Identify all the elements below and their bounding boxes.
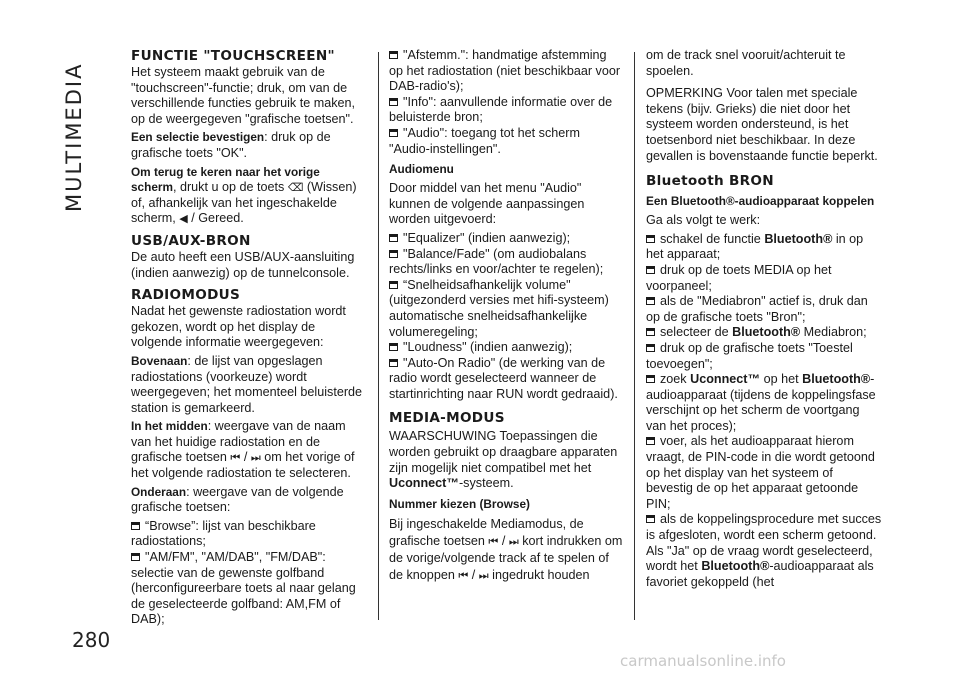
next-track-icon: ⏭ [478, 568, 489, 582]
checkbox-bullet-icon [389, 343, 398, 351]
list-item: als de "Mediabron" actief is, druk dan op de grafische toets "Bron"; [646, 294, 868, 324]
watermark: carmanualsonline.info [620, 652, 786, 670]
paragraph [131, 485, 367, 516]
text: om het vorige of het volgende radiostation te selecteren. [131, 450, 355, 481]
inline-heading: Bovenaan [131, 353, 188, 368]
list-item: selecteer de Bluetooth® Mediabron; [646, 325, 882, 341]
list-item: druk op de grafische toets "Toestel toevoegen"; [646, 340, 853, 371]
paragraph: om de track snel vooruit/achteruit te spoelen. [646, 48, 846, 78]
column-divider [378, 52, 379, 620]
heading-bluetooth-koppelen: Een Bluetooth®-audioapparaat koppelen [646, 194, 875, 209]
checkbox-bullet-icon [389, 281, 398, 289]
checkbox-bullet-icon [389, 129, 398, 137]
checkbox-bullet-icon [646, 235, 655, 243]
inline-heading: In het midden [131, 419, 208, 434]
previous-track-icon: ⏮ [458, 568, 469, 582]
text: : druk op de grafische toets "OK". [131, 130, 331, 160]
column-1 [131, 48, 367, 628]
section-side-title: MULTIMEDIA [62, 62, 86, 212]
checkbox-bullet-icon [646, 328, 655, 336]
checkbox-bullet-icon [646, 375, 655, 383]
checkbox-bullet-icon [646, 266, 655, 274]
list-item: als de koppelingsprocedure met succes is afgesloten, wordt een scherm getoond. Als "Ja" op de vraag wordt geselecteerd, wordt het Bluetooth®-audioapparaat als favoriet gekoppeld (het [646, 512, 882, 589]
list-item: “Snelheidsafhankelijk volume" (uitgezonderd versies met hifi-systeem) automatische snelheidsafhankelijke volumeregeling; [389, 277, 609, 339]
paragraph [131, 165, 367, 227]
column-2 [389, 48, 623, 584]
list-item: "Auto-On Radio" (de werking van de radio wordt geselecteerd wanneer de startinrichting naar RUN wordt gedraaid). [389, 355, 618, 401]
paragraph: In het midden: weergave van de naam van het huidige radiostation en de grafische toetsen ⏮ / ⏭ om het vorige of het volgende radiostation te selecteren. [131, 419, 355, 481]
heading-radio: RADIOMODUS [131, 287, 241, 304]
paragraph: Door middel van het menu "Audio" kunnen de volgende aanpassingen worden uitgevoerd: [389, 181, 585, 227]
heading-touchscreen: FUNCTIE "TOUCHSCREEN" [131, 48, 335, 64]
list-item: "Info": aanvullende informatie over de beluisterde bron; [389, 94, 613, 125]
checkbox-bullet-icon [389, 51, 398, 59]
text: : weergave van de volgende grafische toetsen: [131, 484, 344, 515]
text: / Gereed. [191, 211, 244, 226]
list-item: druk op de toets MEDIA op het voorpaneel; [646, 262, 832, 293]
next-track-icon: ⏭ [508, 534, 519, 548]
page-number: 280 [72, 628, 111, 652]
paragraph: OPMERKING Voor talen met speciale tekens (bijv. Grieks) die niet door het systeem worden ondersteund, is het toetsenbord niet beschikbaar. In deze gevallen is bovenstaande functie beperkt. [646, 86, 878, 163]
list-item: "Audio": toegang tot het scherm "Audio-instellingen". [389, 125, 580, 156]
heading-bluetooth: Bluetooth BRON [646, 173, 774, 190]
inline-heading: Onderaan [131, 484, 187, 499]
paragraph: WAARSCHUWING Toepassingen die worden gebruikt op draagbare apparaten zijn mogelijk niet compatibel met het Uconnect™-systeem. [389, 429, 618, 491]
text: , drukt u op de toets [172, 180, 285, 195]
list-item: "Balance/Fade" (om audiobalans rechts/links en voor/achter te regelen); [389, 246, 604, 277]
checkbox-bullet-icon [646, 297, 655, 305]
list-item: "Loudness" (indien aanwezig); [389, 340, 623, 356]
next-track-icon: ⏭ [250, 451, 261, 465]
inline-heading: Een selectie bevestigen [131, 130, 265, 145]
list-item: zoek Uconnect™ op het Bluetooth®-audioapparaat (tijdens de koppelingsfase verschijnt op het scherm de voortgang van het proces); [646, 372, 876, 433]
paragraph [131, 130, 367, 161]
text: : weergave van de naam van het huidige radiostation en de grafische toetsen [131, 419, 346, 465]
back-arrow-icon: ◀ [179, 212, 188, 226]
checkbox-bullet-icon [646, 344, 655, 352]
checkbox-bullet-icon [131, 522, 140, 530]
heading-nummer-kiezen: Nummer kiezen (Browse) [389, 496, 530, 511]
heading-audiomenu: Audiomenu [389, 162, 454, 177]
inline-heading: Om terug te keren naar het vorige scherm [131, 164, 320, 195]
list-item: "AM/FM", "AM/DAB", "FM/DAB": selectie van de gewenste golfband (herconfigureerbare toets al naar gelang de geselecteerde golfband: AM,FM of DAB); [131, 550, 356, 627]
text: (Wissen) of, afhankelijk van het ingeschakelde scherm, [131, 180, 357, 226]
heading-media: MEDIA-MODUS [389, 410, 505, 427]
paragraph: Ga als volgt te werk: [646, 213, 761, 228]
backspace-icon: ⌫ [287, 181, 304, 195]
paragraph: Het systeem maakt gebruik van de "touchscreen"-functie; druk, om van de verschillende functies gebruik te maken, op de weergegeven "grafische toetsen". [131, 65, 356, 126]
checkbox-bullet-icon [389, 98, 398, 106]
checkbox-bullet-icon [389, 359, 398, 367]
text: : de lijst van opgeslagen radiostations (voorkeuze) wordt weergegeven; het momenteel beluisterde station is gemarkeerd. [131, 353, 363, 415]
list-item: schakel de functie Bluetooth® in op het apparaat; [646, 231, 864, 262]
checkbox-bullet-icon [389, 234, 398, 242]
paragraph: Nadat het gewenste radiostation wordt gekozen, wordt op het display de volgende informatie weergegeven: [131, 304, 346, 350]
previous-track-icon: ⏮ [230, 451, 241, 465]
checkbox-bullet-icon [646, 515, 655, 523]
previous-track-icon: ⏮ [488, 534, 499, 548]
column-divider [634, 52, 635, 620]
paragraph: De auto heeft een USB/AUX-aansluiting (indien aanwezig) op de tunnelconsole. [131, 249, 355, 280]
checkbox-bullet-icon [646, 437, 655, 445]
list-item: voer, als het audioapparaat hierom vraagt, de PIN-code in die wordt getoond op het display van het systeem of bevestig de op het apparaat getoonde PIN; [646, 434, 875, 511]
list-item: "Afstemm.": handmatige afstemming op het radiostation (niet beschikbaar voor DAB-radio's); [389, 48, 621, 94]
checkbox-bullet-icon [389, 250, 398, 258]
paragraph: Bij ingeschakelde Mediamodus, de grafische toetsen ⏮ / ⏭ kort indrukken om de vorige/volgende track af te spelen of de knoppen ⏮ / ⏭ ingedrukt houden [389, 516, 623, 582]
checkbox-bullet-icon [131, 553, 140, 561]
list-item: “Browse”: lijst van beschikbare radiostations; [131, 518, 316, 549]
column-3 [646, 48, 882, 590]
heading-usb: USB/AUX-BRON [131, 232, 251, 249]
paragraph [131, 354, 367, 416]
list-item: "Equalizer" (indien aanwezig); [389, 231, 623, 247]
